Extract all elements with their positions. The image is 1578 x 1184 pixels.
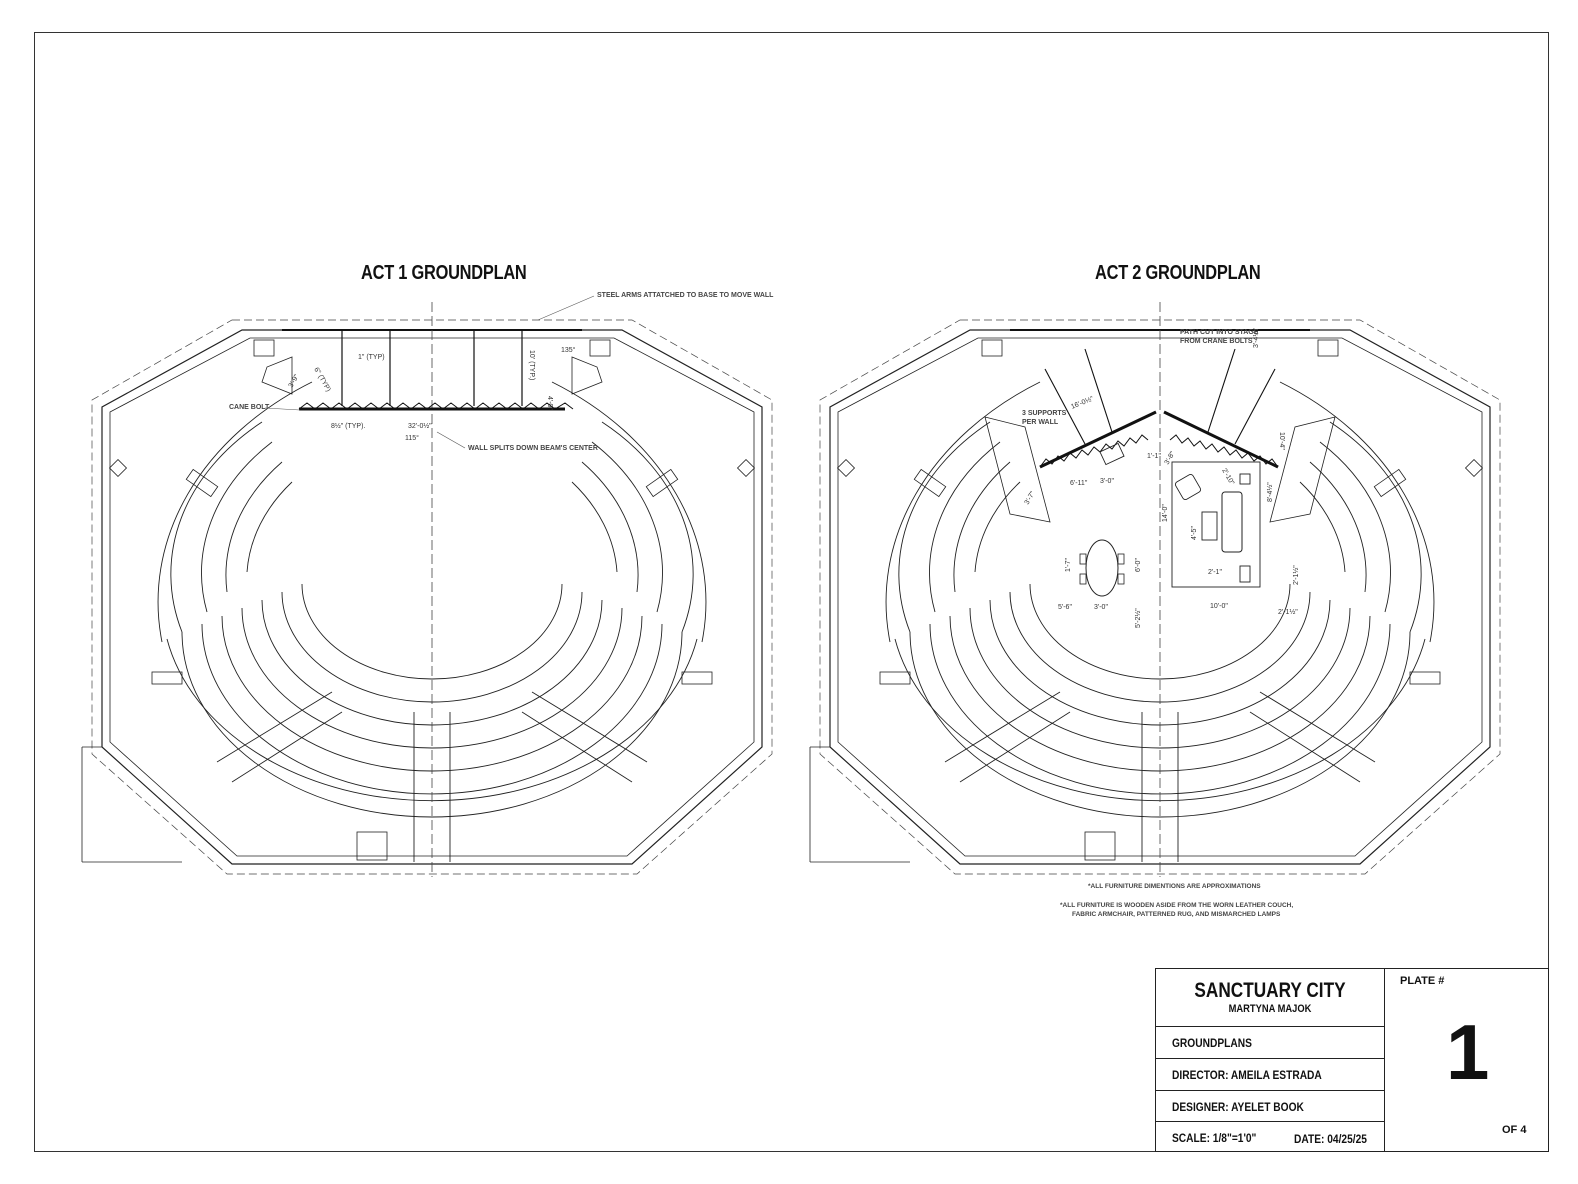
plate-of: OF 4 [1502,1124,1527,1136]
date: DATE: 04/25/25 [1294,1132,1367,1146]
dim-10-typ: 10' (TYP.) [528,350,535,381]
note-wall-splits: WALL SPLITS DOWN BEAM'S CENTER [468,445,598,452]
director: DIRECTOR: AMEILA ESTRADA [1172,1068,1322,1082]
dim-16-0: 16'-0½" [1070,395,1095,411]
dim-2-10: 2'-10" [1220,467,1236,487]
dim-32-0: 32'-0½" [408,423,432,430]
dim-115: 115° [405,435,419,442]
act2-annotations [1022,328,1300,628]
note-path: PATH CUT INTO STAGE [1180,329,1259,336]
dim-6-0: 6'-0" [1135,558,1142,572]
show-author: MARTYNA MAJOK [1228,1003,1312,1015]
dim-1-typ: 1" (TYP) [358,354,385,361]
dim-1-1: 1'-1" [1147,453,1161,460]
dim-10-4: 10'-4" [1278,432,1285,450]
dim-3-0-b: 3'-0" [1094,604,1108,611]
footnote-3: FABRIC ARMCHAIR, PATTERNED RUG, AND MISMARCHED LAMPS [1072,911,1281,918]
dim-2-1-b: 2'-1½" [1293,565,1300,585]
act1-annotations [229,292,774,452]
dim-14-0: 14'-0" [1162,504,1169,522]
plate-label: PLATE # [1400,975,1445,987]
dim-3-0: 3'-0" [1100,478,1114,485]
note-path-2: FROM CRANE BOLTS [1180,338,1253,345]
footnote-2: *ALL FURNITURE IS WOODEN ASIDE FROM THE WORN LEATHER COUCH, [1060,902,1294,909]
act2-plan [810,302,1500,877]
dim-2-1-c: 2'-1½" [1278,609,1298,616]
title-block-director-row [1156,1059,1384,1091]
dim-6-11: 6'-11" [1070,480,1088,487]
footnote-1: *ALL FURNITURE DIMENTIONS ARE APPROXIMATIONS [1088,883,1261,890]
dim-2-1: 2'-1" [1208,569,1222,576]
dim-8-4: 8'-4½" [1267,482,1274,502]
dim-3-7: 3'-7" [1023,490,1037,506]
dim-1-7: 1'-7" [1065,558,1072,572]
scale: SCALE: 1/8"=1'0" [1172,1131,1257,1145]
dim-135: 135° [561,347,576,354]
dim-6-typ: 6" (TYP) [312,366,332,394]
note-supports-2: PER WALL [1022,419,1059,426]
dim-3-9: 3'-9" [287,373,301,389]
note-steel-arms: STEEL ARMS ATTATCHED TO BASE TO MOVE WALL [597,292,774,299]
dim-3-4: 3'-4½" [1253,328,1260,348]
dim-3-8: 3'-8" [1163,450,1177,466]
sheet-name: GROUNDPLANS [1172,1036,1252,1050]
act1-plan [82,302,772,877]
dim-4-5: 4'-5" [1191,526,1198,540]
note-supports: 3 SUPPORTS [1022,410,1067,417]
dim-5-6: 5'-6" [1058,604,1072,611]
act1-title: ACT 1 GROUNDPLAN [361,262,527,284]
dim-10-0: 10'-0" [1210,603,1228,610]
designer: DESIGNER: AYELET BOOK [1172,1100,1304,1114]
title-block [1155,968,1549,1152]
title-block-show-row [1156,969,1384,1027]
show-title: SANCTUARY CITY [1194,979,1346,1002]
dim-5-2: 5'-2½" [1135,608,1142,628]
title-block-designer-row [1156,1091,1384,1122]
dim-8-typ: 8½" (TYP). [331,423,366,430]
act2-title: ACT 2 GROUNDPLAN [1095,262,1261,284]
plate-number: 1 [1446,1008,1490,1096]
title-block-sheet-row [1156,1027,1384,1059]
title-block-left [1156,969,1385,1151]
dim-4-0: 4'-0" [546,396,553,410]
note-cane-bolt: CANE BOLT [229,404,270,411]
